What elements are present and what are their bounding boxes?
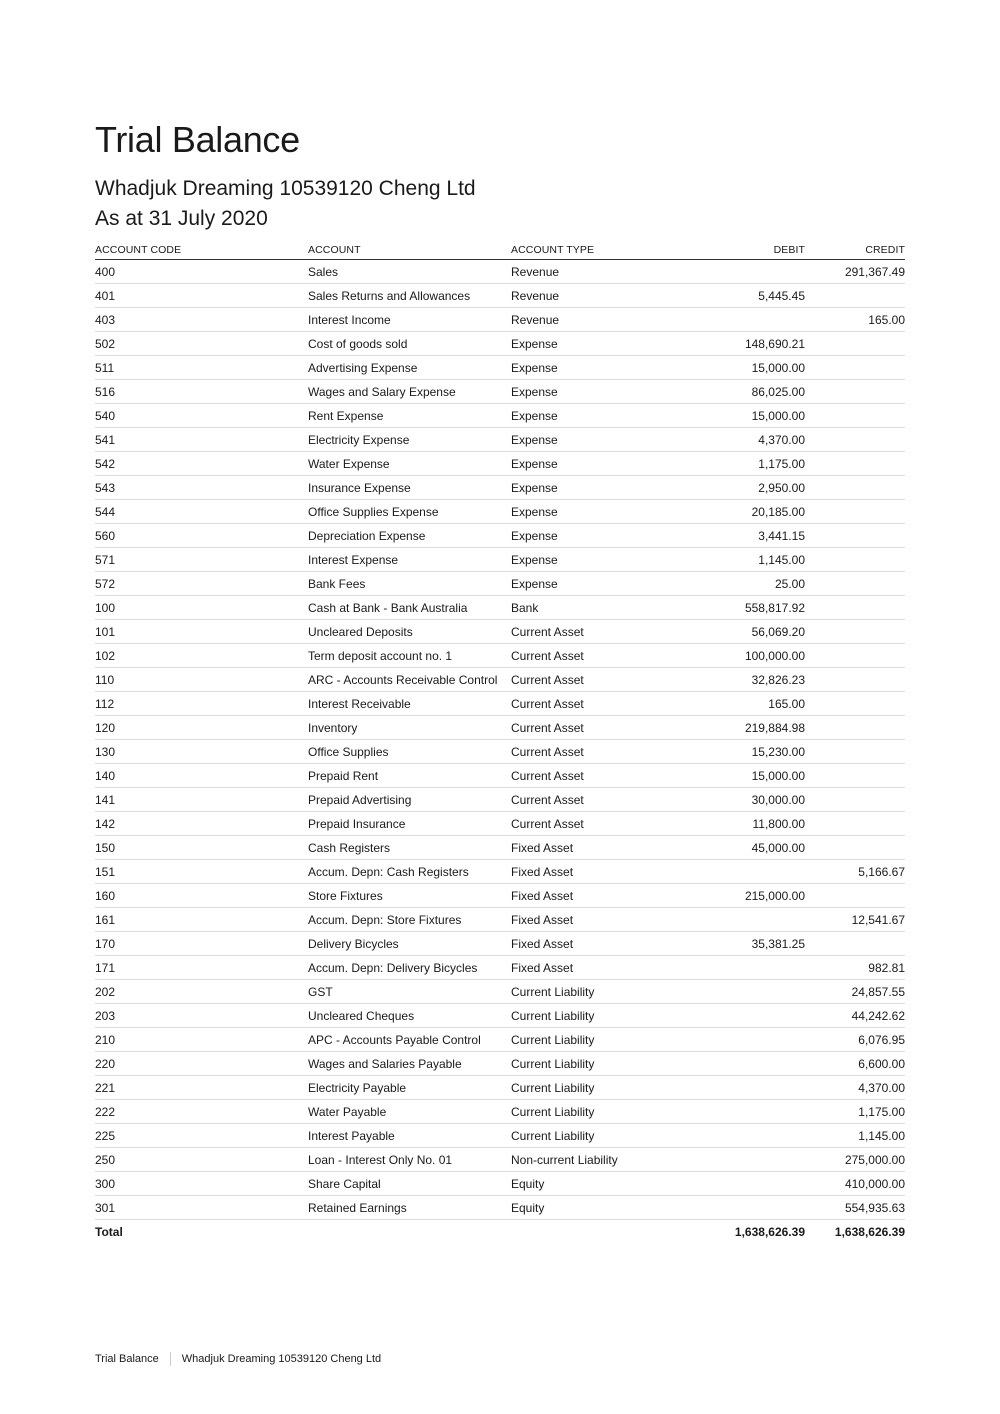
cell-account-code: 101 <box>95 620 308 644</box>
cell-debit <box>689 908 805 932</box>
cell-account: Sales <box>308 260 511 284</box>
cell-debit: 15,000.00 <box>689 764 805 788</box>
cell-credit <box>805 788 905 812</box>
table-row <box>95 668 905 692</box>
table-row <box>95 572 905 596</box>
cell-account: Interest Receivable <box>308 692 511 716</box>
table-row <box>95 428 905 452</box>
cell-account: Store Fixtures <box>308 884 511 908</box>
cell-account: Cost of goods sold <box>308 332 511 356</box>
cell-account-code: 112 <box>95 692 308 716</box>
cell-account: ARC - Accounts Receivable Control <box>308 668 511 692</box>
cell-account: Water Expense <box>308 452 511 476</box>
cell-account-type: Fixed Asset <box>511 956 689 980</box>
cell-account-type: Expense <box>511 524 689 548</box>
cell-debit <box>689 860 805 884</box>
cell-account-type: Current Asset <box>511 812 689 836</box>
table-row <box>95 284 905 308</box>
table-row <box>95 476 905 500</box>
cell-credit <box>805 452 905 476</box>
cell-debit: 1,145.00 <box>689 548 805 572</box>
table-row <box>95 404 905 428</box>
cell-account: Interest Income <box>308 308 511 332</box>
table-row <box>95 452 905 476</box>
cell-account-code: 401 <box>95 284 308 308</box>
cell-account-type: Current Liability <box>511 980 689 1004</box>
cell-account: Retained Earnings <box>308 1196 511 1220</box>
table-row <box>95 380 905 404</box>
table-row <box>95 788 905 812</box>
cell-account-type: Fixed Asset <box>511 908 689 932</box>
cell-debit: 15,000.00 <box>689 356 805 380</box>
cell-account-code: 516 <box>95 380 308 404</box>
cell-account-type: Bank <box>511 596 689 620</box>
cell-account-type: Current Liability <box>511 1004 689 1028</box>
cell-account-code: 542 <box>95 452 308 476</box>
page-footer <box>95 1352 381 1366</box>
cell-debit <box>689 1004 805 1028</box>
cell-account: Electricity Payable <box>308 1076 511 1100</box>
table-row <box>95 1004 905 1028</box>
cell-credit: 275,000.00 <box>805 1148 905 1172</box>
header-account-type: ACCOUNT TYPE <box>511 238 689 260</box>
table-row <box>95 740 905 764</box>
cell-debit: 15,000.00 <box>689 404 805 428</box>
cell-credit: 12,541.67 <box>805 908 905 932</box>
cell-account-type: Expense <box>511 500 689 524</box>
cell-account-code: 250 <box>95 1148 308 1172</box>
table-row <box>95 644 905 668</box>
table-row <box>95 716 905 740</box>
cell-debit <box>689 308 805 332</box>
cell-account-code: 141 <box>95 788 308 812</box>
cell-credit: 4,370.00 <box>805 1076 905 1100</box>
cell-account-type: Revenue <box>511 308 689 332</box>
cell-account: Accum. Depn: Delivery Bicycles <box>308 956 511 980</box>
cell-credit: 6,600.00 <box>805 1052 905 1076</box>
total-empty-account <box>308 1220 511 1245</box>
table-row <box>95 1124 905 1148</box>
cell-credit <box>805 932 905 956</box>
total-credit: 1,638,626.39 <box>834 1225 905 1239</box>
cell-account: Bank Fees <box>308 572 511 596</box>
cell-account-code: 210 <box>95 1028 308 1052</box>
cell-debit: 35,381.25 <box>689 932 805 956</box>
cell-account: Cash at Bank - Bank Australia <box>308 596 511 620</box>
cell-account: Office Supplies Expense <box>308 500 511 524</box>
cell-account-code: 560 <box>95 524 308 548</box>
table-row <box>95 1052 905 1076</box>
cell-account: Prepaid Rent <box>308 764 511 788</box>
table-row <box>95 956 905 980</box>
table-row <box>95 836 905 860</box>
cell-account-type: Current Asset <box>511 644 689 668</box>
cell-account-code: 541 <box>95 428 308 452</box>
cell-account-type: Current Liability <box>511 1052 689 1076</box>
cell-credit: 1,175.00 <box>805 1100 905 1124</box>
cell-account: Accum. Depn: Cash Registers <box>308 860 511 884</box>
cell-debit: 165.00 <box>689 692 805 716</box>
cell-account-type: Expense <box>511 380 689 404</box>
cell-debit <box>689 1172 805 1196</box>
cell-debit <box>689 1028 805 1052</box>
cell-account-type: Current Asset <box>511 740 689 764</box>
report-period: As at 31 July 2020 <box>95 207 268 230</box>
cell-debit <box>689 1052 805 1076</box>
cell-account: Share Capital <box>308 1172 511 1196</box>
cell-account-code: 140 <box>95 764 308 788</box>
report-page <box>95 118 905 1244</box>
cell-account-code: 221 <box>95 1076 308 1100</box>
cell-account-code: 171 <box>95 956 308 980</box>
cell-account: Wages and Salaries Payable <box>308 1052 511 1076</box>
cell-account: Interest Payable <box>308 1124 511 1148</box>
cell-account-code: 151 <box>95 860 308 884</box>
cell-credit <box>805 596 905 620</box>
footer-company: Whadjuk Dreaming 10539120 Cheng Ltd <box>181 1353 382 1365</box>
cell-account-type: Current Liability <box>511 1076 689 1100</box>
cell-account: Prepaid Advertising <box>308 788 511 812</box>
cell-account: Advertising Expense <box>308 356 511 380</box>
cell-debit: 32,826.23 <box>689 668 805 692</box>
cell-credit: 410,000.00 <box>805 1172 905 1196</box>
header-account-code: ACCOUNT CODE <box>95 238 308 260</box>
table-row <box>95 260 905 284</box>
cell-account-code: 301 <box>95 1196 308 1220</box>
cell-credit <box>805 572 905 596</box>
cell-account-type: Current Asset <box>511 764 689 788</box>
table-row <box>95 812 905 836</box>
company-name: Whadjuk Dreaming 10539120 Cheng Ltd <box>95 177 476 200</box>
cell-account: Electricity Expense <box>308 428 511 452</box>
cell-credit <box>805 812 905 836</box>
cell-account: Cash Registers <box>308 836 511 860</box>
table-row <box>95 1076 905 1100</box>
cell-debit: 5,445.45 <box>689 284 805 308</box>
header-debit: DEBIT <box>689 238 805 260</box>
cell-account-type: Revenue <box>511 284 689 308</box>
cell-account-code: 170 <box>95 932 308 956</box>
cell-account: Term deposit account no. 1 <box>308 644 511 668</box>
cell-account-code: 100 <box>95 596 308 620</box>
cell-account-type: Fixed Asset <box>511 860 689 884</box>
cell-debit <box>689 980 805 1004</box>
total-debit: 1,638,626.39 <box>734 1225 805 1239</box>
table-row <box>95 1172 905 1196</box>
cell-account-type: Current Liability <box>511 1100 689 1124</box>
cell-account-code: 222 <box>95 1100 308 1124</box>
cell-credit <box>805 620 905 644</box>
cell-credit <box>805 740 905 764</box>
cell-credit <box>805 284 905 308</box>
table-row <box>95 908 905 932</box>
cell-debit: 100,000.00 <box>689 644 805 668</box>
cell-debit: 4,370.00 <box>689 428 805 452</box>
cell-credit: 554,935.63 <box>805 1196 905 1220</box>
cell-account-type: Current Liability <box>511 1028 689 1052</box>
table-row <box>95 500 905 524</box>
cell-debit <box>689 1196 805 1220</box>
cell-account: Water Payable <box>308 1100 511 1124</box>
cell-account-code: 400 <box>95 260 308 284</box>
cell-debit: 219,884.98 <box>689 716 805 740</box>
cell-account-type: Expense <box>511 428 689 452</box>
cell-account-type: Expense <box>511 476 689 500</box>
cell-debit <box>689 956 805 980</box>
table-row <box>95 620 905 644</box>
table-row <box>95 356 905 380</box>
cell-account: Insurance Expense <box>308 476 511 500</box>
cell-account-type: Current Asset <box>511 668 689 692</box>
cell-debit: 30,000.00 <box>689 788 805 812</box>
cell-account-type: Expense <box>511 356 689 380</box>
cell-account-type: Fixed Asset <box>511 836 689 860</box>
cell-account-type: Equity <box>511 1196 689 1220</box>
cell-account-code: 300 <box>95 1172 308 1196</box>
cell-credit: 6,076.95 <box>805 1028 905 1052</box>
cell-account-type: Expense <box>511 548 689 572</box>
table-row <box>95 596 905 620</box>
table-row <box>95 860 905 884</box>
cell-account-code: 130 <box>95 740 308 764</box>
cell-account: Prepaid Insurance <box>308 812 511 836</box>
cell-account-code: 225 <box>95 1124 308 1148</box>
cell-credit <box>805 548 905 572</box>
table-body <box>95 260 905 1220</box>
cell-credit: 1,145.00 <box>805 1124 905 1148</box>
cell-credit: 291,367.49 <box>805 260 905 284</box>
total-row <box>95 1220 905 1245</box>
cell-debit: 20,185.00 <box>689 500 805 524</box>
table-row <box>95 692 905 716</box>
header-account: ACCOUNT <box>308 238 511 260</box>
trial-balance-table <box>95 238 905 1244</box>
cell-account-code: 511 <box>95 356 308 380</box>
cell-account-type: Current Asset <box>511 692 689 716</box>
table-row <box>95 524 905 548</box>
header-credit: CREDIT <box>805 238 905 260</box>
cell-credit <box>805 380 905 404</box>
cell-account-type: Equity <box>511 1172 689 1196</box>
cell-account-type: Fixed Asset <box>511 932 689 956</box>
cell-account: Loan - Interest Only No. 01 <box>308 1148 511 1172</box>
cell-account-type: Non-current Liability <box>511 1148 689 1172</box>
cell-account-code: 403 <box>95 308 308 332</box>
cell-account: Interest Expense <box>308 548 511 572</box>
cell-debit: 11,800.00 <box>689 812 805 836</box>
cell-account-code: 203 <box>95 1004 308 1028</box>
cell-debit: 3,441.15 <box>689 524 805 548</box>
cell-credit <box>805 692 905 716</box>
cell-credit: 44,242.62 <box>805 1004 905 1028</box>
cell-credit <box>805 404 905 428</box>
table-row <box>95 332 905 356</box>
cell-credit: 982.81 <box>805 956 905 980</box>
cell-account-code: 102 <box>95 644 308 668</box>
cell-account-code: 543 <box>95 476 308 500</box>
cell-debit: 25.00 <box>689 572 805 596</box>
cell-credit <box>805 716 905 740</box>
cell-account: Delivery Bicycles <box>308 932 511 956</box>
cell-account-type: Revenue <box>511 260 689 284</box>
cell-credit <box>805 884 905 908</box>
table-row <box>95 764 905 788</box>
cell-account: Inventory <box>308 716 511 740</box>
cell-credit <box>805 332 905 356</box>
footer-report-name: Trial Balance <box>95 1353 159 1365</box>
cell-account-type: Fixed Asset <box>511 884 689 908</box>
cell-credit: 24,857.55 <box>805 980 905 1004</box>
cell-debit: 215,000.00 <box>689 884 805 908</box>
cell-credit <box>805 356 905 380</box>
cell-account-type: Expense <box>511 404 689 428</box>
cell-debit: 15,230.00 <box>689 740 805 764</box>
cell-credit <box>805 524 905 548</box>
cell-account: Office Supplies <box>308 740 511 764</box>
cell-debit: 56,069.20 <box>689 620 805 644</box>
cell-account: Rent Expense <box>308 404 511 428</box>
table-row <box>95 1100 905 1124</box>
cell-account: Depreciation Expense <box>308 524 511 548</box>
table-row <box>95 1028 905 1052</box>
cell-account-type: Expense <box>511 572 689 596</box>
cell-account: Uncleared Deposits <box>308 620 511 644</box>
cell-credit <box>805 836 905 860</box>
cell-debit: 558,817.92 <box>689 596 805 620</box>
cell-account-type: Current Asset <box>511 788 689 812</box>
report-title: Trial Balance <box>95 119 300 160</box>
cell-account-code: 544 <box>95 500 308 524</box>
cell-credit <box>805 476 905 500</box>
cell-debit <box>689 1148 805 1172</box>
cell-credit <box>805 668 905 692</box>
cell-account-type: Current Asset <box>511 620 689 644</box>
cell-account-code: 110 <box>95 668 308 692</box>
table-row <box>95 884 905 908</box>
cell-account-type: Current Liability <box>511 1124 689 1148</box>
cell-credit <box>805 764 905 788</box>
table-row <box>95 1196 905 1220</box>
cell-account: Accum. Depn: Store Fixtures <box>308 908 511 932</box>
cell-debit <box>689 1100 805 1124</box>
cell-credit <box>805 644 905 668</box>
cell-credit <box>805 500 905 524</box>
table-header-row <box>95 238 905 260</box>
cell-debit: 1,175.00 <box>689 452 805 476</box>
cell-account-code: 540 <box>95 404 308 428</box>
cell-credit <box>805 428 905 452</box>
cell-account-type: Expense <box>511 452 689 476</box>
table-row <box>95 980 905 1004</box>
cell-account-code: 120 <box>95 716 308 740</box>
cell-account: Sales Returns and Allowances <box>308 284 511 308</box>
cell-debit: 148,690.21 <box>689 332 805 356</box>
table-row <box>95 932 905 956</box>
cell-account-code: 142 <box>95 812 308 836</box>
cell-account: Wages and Salary Expense <box>308 380 511 404</box>
total-empty-type <box>511 1220 689 1245</box>
cell-credit: 5,166.67 <box>805 860 905 884</box>
cell-account: GST <box>308 980 511 1004</box>
table-row <box>95 548 905 572</box>
cell-debit <box>689 1076 805 1100</box>
cell-debit <box>689 260 805 284</box>
table-row <box>95 308 905 332</box>
footer-divider <box>170 1352 171 1366</box>
cell-account-code: 161 <box>95 908 308 932</box>
cell-account-code: 502 <box>95 332 308 356</box>
cell-account-code: 572 <box>95 572 308 596</box>
table-row <box>95 1148 905 1172</box>
cell-account-code: 150 <box>95 836 308 860</box>
cell-account: Uncleared Cheques <box>308 1004 511 1028</box>
cell-account-code: 160 <box>95 884 308 908</box>
cell-debit <box>689 1124 805 1148</box>
cell-account-type: Expense <box>511 332 689 356</box>
cell-account-code: 220 <box>95 1052 308 1076</box>
total-label: Total <box>95 1225 123 1239</box>
cell-credit: 165.00 <box>805 308 905 332</box>
cell-debit: 45,000.00 <box>689 836 805 860</box>
cell-debit: 2,950.00 <box>689 476 805 500</box>
cell-account-code: 571 <box>95 548 308 572</box>
cell-account-type: Current Asset <box>511 716 689 740</box>
cell-debit: 86,025.00 <box>689 380 805 404</box>
cell-account-code: 202 <box>95 980 308 1004</box>
cell-account: APC - Accounts Payable Control <box>308 1028 511 1052</box>
